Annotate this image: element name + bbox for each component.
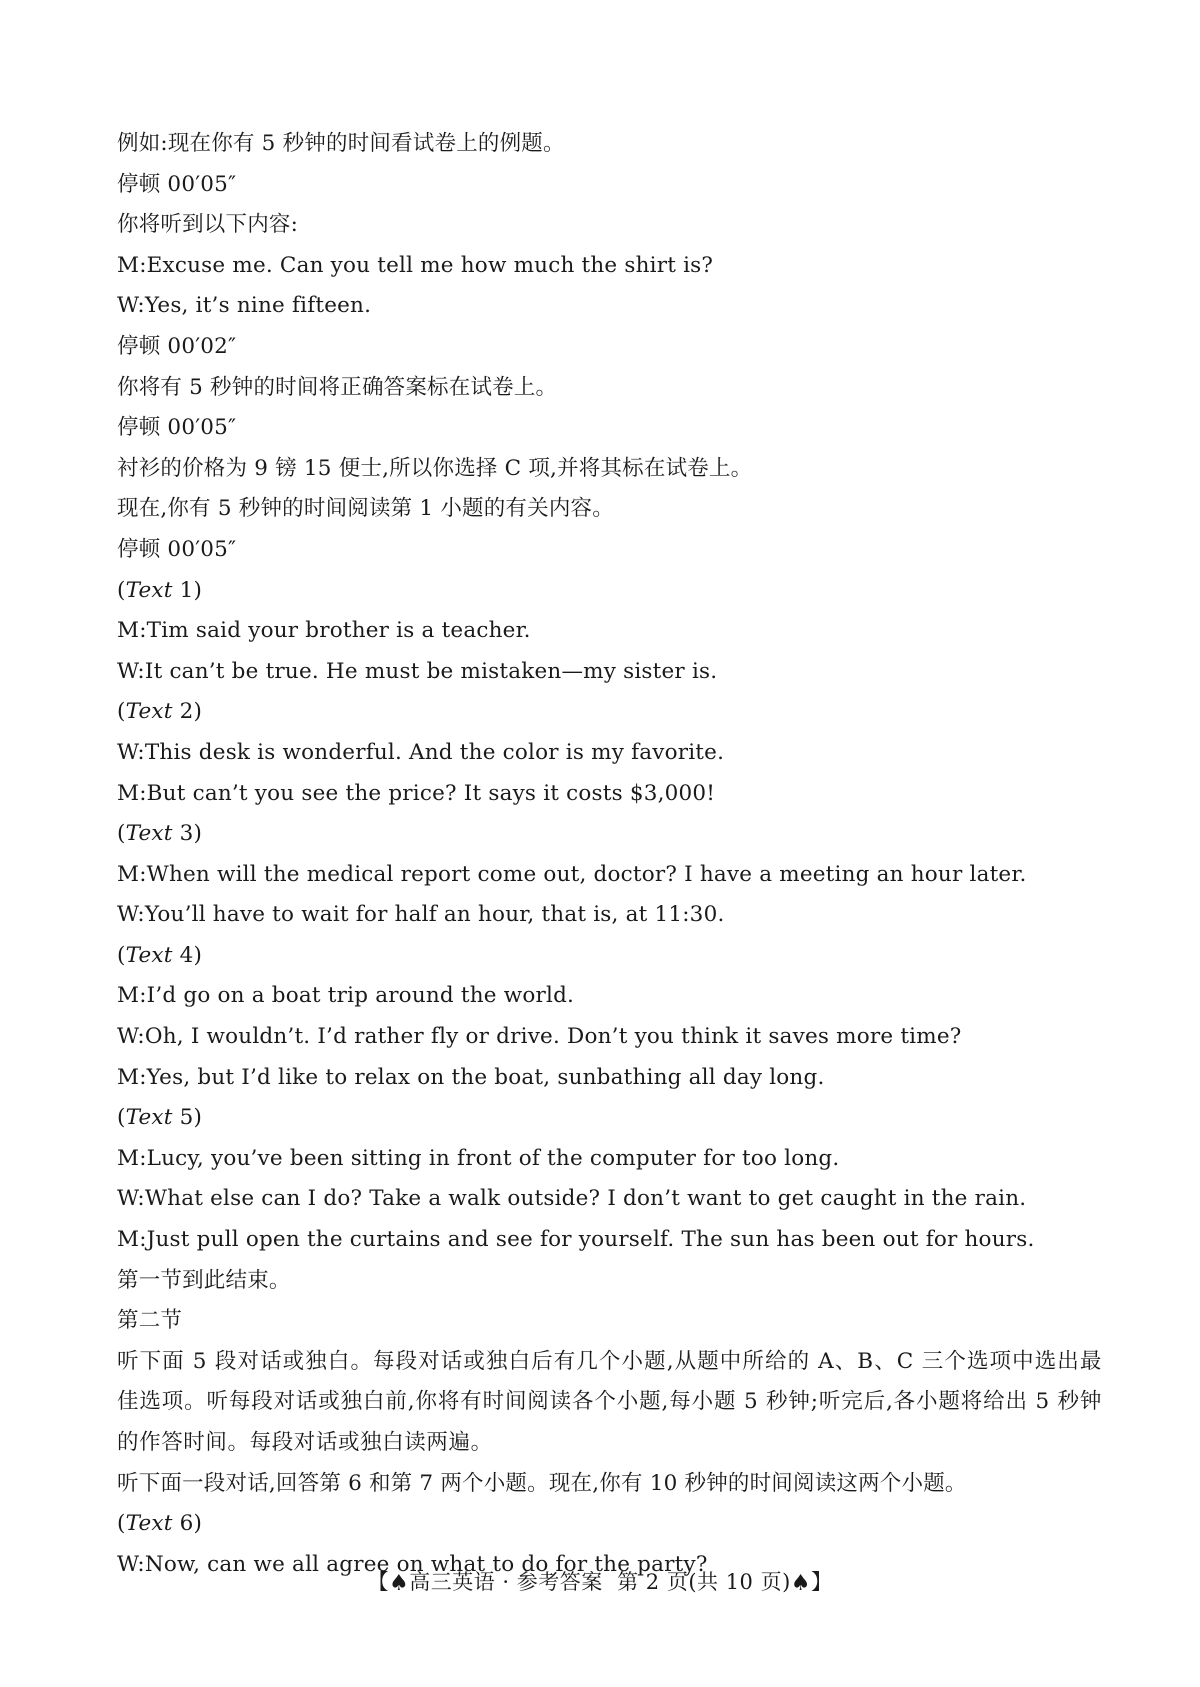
dialogue-line: M:I’d go on a boat trip around the world.	[117, 983, 575, 1009]
pre-text-instruction: 听下面一段对话,回答第 6 和第 7 两个小题。现在,你有 10 秒钟的时间阅读这两个小题。	[117, 1470, 967, 1496]
footer-page-number: 第 2 页(共 10 页)	[617, 1570, 791, 1594]
section-heading: 第二节	[117, 1308, 183, 1334]
dialogue-line: M:Excuse me. Can you tell me how much the shirt is?	[117, 252, 714, 278]
dialogue-line: W:Yes, it’s nine fifteen.	[117, 293, 372, 319]
text-2-label: (Text 2)	[117, 699, 203, 725]
intro-line: 现在,你有 5 秒钟的时间阅读第 1 小题的有关内容。	[117, 496, 614, 522]
dialogue-line: W:Oh, I wouldn’t. I’d rather fly or drive. Don’t you think it saves more time?	[117, 1024, 962, 1050]
dialogue-line: M:When will the medical report come out, doctor? I have a meeting an hour later.	[117, 861, 1027, 887]
dialogue-line: W:What else can I do? Take a walk outside? I don’t want to get caught in the rain.	[117, 1186, 1027, 1212]
dialogue-line: M:Lucy, you’ve been sitting in front of the computer for too long.	[117, 1145, 840, 1171]
pause-line: 停顿 00′05″	[117, 536, 237, 562]
pause-line: 停顿 00′02″	[117, 333, 237, 359]
dialogue-line: M:Tim said your brother is a teacher.	[117, 618, 531, 644]
text-4-label: (Text 4)	[117, 942, 203, 968]
section-instructions: 听下面 5 段对话或独白。每段对话或独白后有几个小题,从题中所给的 A、B、C 三个选项中选出最佳选项。听每段对话或独白前,你将有时间阅读各个小题,每小题 5 秒钟;听完后,各小题将给出 5 秒钟的作答时间。每段对话或独白读两遍。	[117, 1348, 1102, 1455]
dialogue-line: M:Yes, but I’d like to relax on the boat, sunbathing all day long.	[117, 1064, 825, 1090]
pause-line: 停顿 00′05″	[117, 415, 237, 441]
page-footer	[0, 1567, 1200, 1599]
pause-line: 停顿 00′05″	[117, 171, 237, 197]
text-1-label: (Text 1)	[117, 577, 203, 603]
dialogue-line: M:But can’t you see the price? It says it costs $3,000!	[117, 780, 716, 806]
text-5-label: (Text 5)	[117, 1105, 203, 1131]
text-6-label: (Text 6)	[117, 1511, 203, 1537]
section-end: 第一节到此结束。	[117, 1267, 291, 1293]
footer-bracket-close: 】	[811, 1570, 833, 1594]
footer-bracket-open: 【	[367, 1570, 389, 1594]
dialogue-line: W:This desk is wonderful. And the color is my favorite.	[117, 739, 725, 765]
dialogue-line: W:You’ll have to wait for half an hour, that is, at 11:30.	[117, 902, 725, 928]
intro-line: 例如:现在你有 5 秒钟的时间看试卷上的例题。	[117, 131, 565, 156]
page-content	[117, 124, 1102, 1585]
intro-line: 你将听到以下内容:	[117, 212, 299, 238]
intro-line: 你将有 5 秒钟的时间将正确答案标在试卷上。	[117, 374, 558, 400]
text-3-label: (Text 3)	[117, 821, 203, 847]
dialogue-line: W:Now, can we all agree on what to do for the party?	[117, 1551, 708, 1577]
footer-title: 高三英语 · 参考答案	[409, 1570, 603, 1594]
spade-icon: ♠	[790, 1571, 812, 1596]
explanation-line: 衬衫的价格为 9 镑 15 便士,所以你选择 C 项,并将其标在试卷上。	[117, 455, 753, 481]
dialogue-line: W:It can’t be true. He must be mistaken—my sister is.	[117, 658, 718, 684]
spade-icon: ♠	[388, 1571, 410, 1596]
dialogue-line: M:Just pull open the curtains and see for yourself. The sun has been out for hours.	[117, 1227, 1035, 1253]
